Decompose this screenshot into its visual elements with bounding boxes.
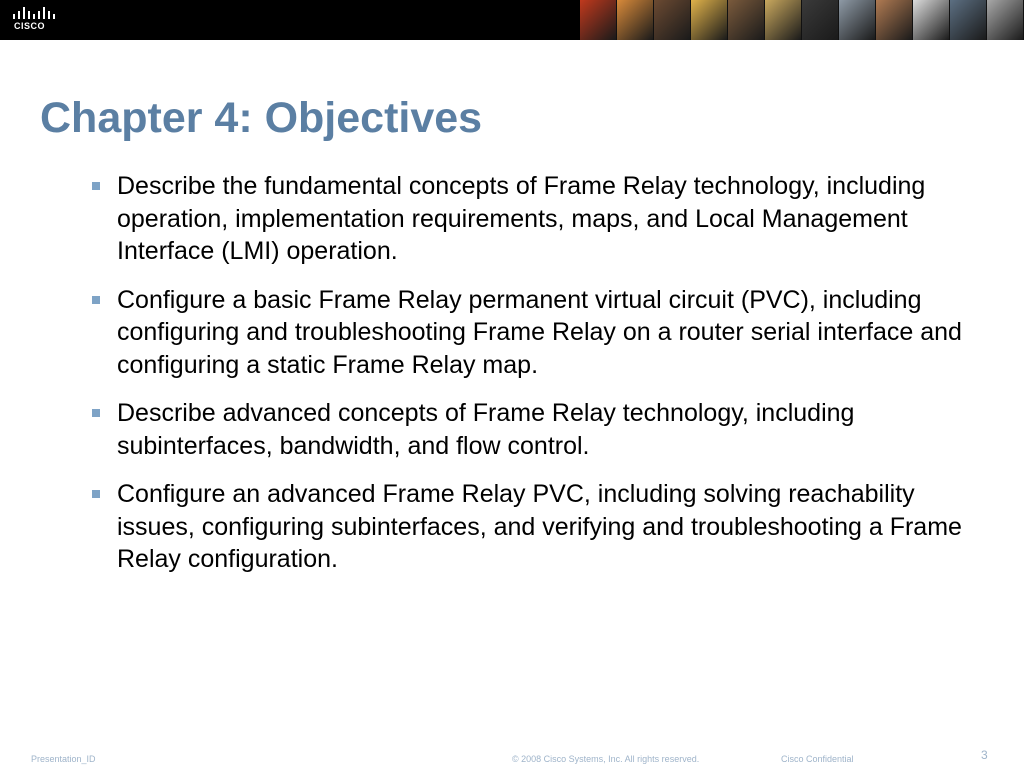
header-photo-strip [580, 0, 1024, 40]
footer-copyright: © 2008 Cisco Systems, Inc. All rights reserved. [512, 754, 700, 764]
slide-number: 3 [981, 748, 988, 762]
header-photo-tile [913, 0, 950, 40]
cisco-logo-text: CISCO [14, 21, 46, 31]
header-photo-tile [691, 0, 728, 40]
objective-text: Describe advanced concepts of Frame Relay technology, including subinterfaces, bandwidth, and flow control. [117, 399, 855, 460]
header-photo-tile [950, 0, 987, 40]
header-photo-tile [987, 0, 1024, 40]
square-bullet-icon [92, 490, 100, 498]
cisco-logo [12, 6, 58, 34]
header-photo-tile [876, 0, 913, 40]
footer-confidential: Cisco Confidential [781, 754, 854, 764]
header-photo-tile [728, 0, 765, 40]
footer-presentation-id: Presentation_ID [31, 754, 96, 764]
objective-item [88, 478, 988, 576]
cisco-bars-icon [12, 6, 58, 20]
objective-item [88, 397, 988, 462]
objective-item [88, 284, 988, 382]
header-photo-tile [580, 0, 617, 40]
header-photo-tile [839, 0, 876, 40]
square-bullet-icon [92, 409, 100, 417]
header-banner [0, 0, 1024, 40]
header-photo-tile [654, 0, 691, 40]
header-photo-tile [802, 0, 839, 40]
objective-item [88, 170, 988, 268]
slide-title: Chapter 4: Objectives [40, 94, 483, 142]
objective-text: Describe the fundamental concepts of Frame Relay technology, including operation, implementation requirements, maps, and Local Management Interface (LMI) operation. [117, 172, 926, 265]
objectives-list [88, 170, 988, 592]
square-bullet-icon [92, 182, 100, 190]
header-photo-tile [617, 0, 654, 40]
header-photo-tile [765, 0, 802, 40]
square-bullet-icon [92, 296, 100, 304]
objective-text: Configure an advanced Frame Relay PVC, including solving reachability issues, configuring subinterfaces, and verifying and troubleshooting a Frame Relay configuration. [117, 480, 962, 573]
objective-text: Configure a basic Frame Relay permanent virtual circuit (PVC), including configuring and troubleshooting Frame Relay on a router serial interface and configuring a static Frame Relay map. [117, 285, 962, 379]
